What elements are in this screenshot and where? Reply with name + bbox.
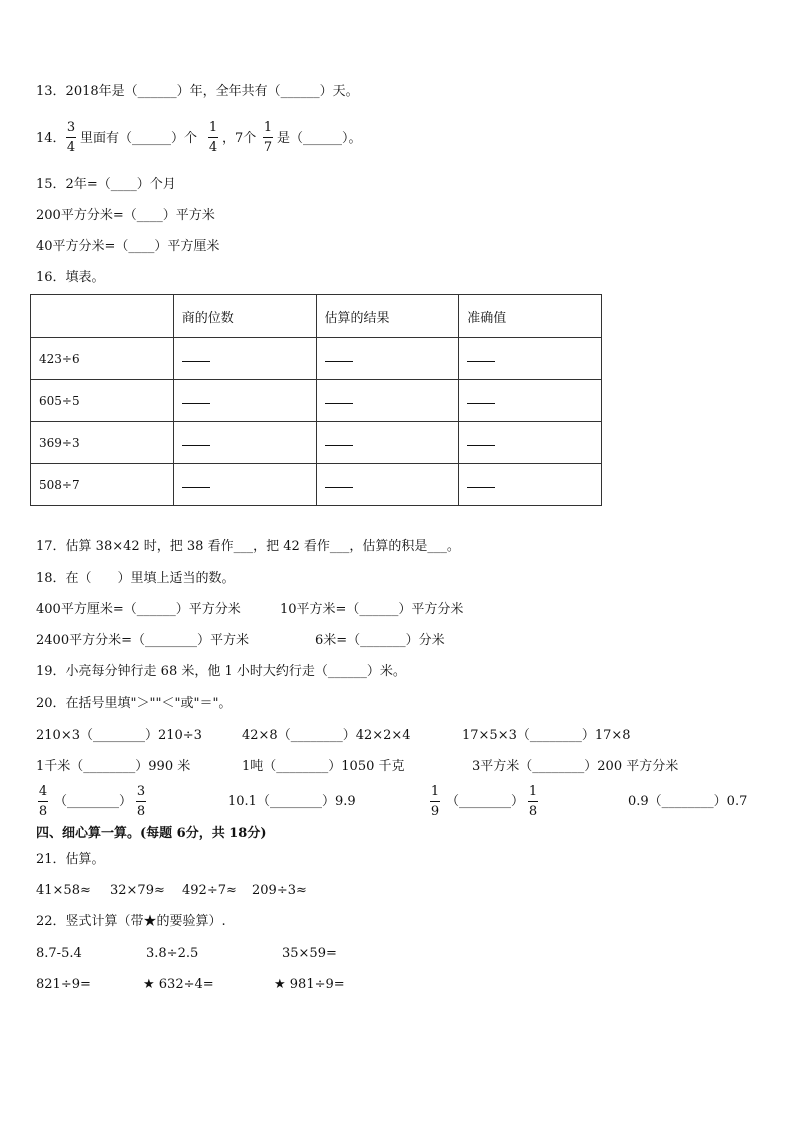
compare-blank: （________） xyxy=(54,794,133,809)
row-label: 508÷7 xyxy=(31,464,174,506)
compare-item: 1千米（________）990 米 xyxy=(36,759,191,774)
compare-item: 210×3（________）210÷3 xyxy=(36,728,202,743)
question-15-line-3: 40平方分米=（____）平方厘米 xyxy=(36,239,220,254)
answer-cell[interactable] xyxy=(316,422,459,464)
estimate-item: 492÷7≈ xyxy=(182,883,237,898)
question-21-label: 21．估算。 xyxy=(36,852,105,867)
answer-blank[interactable]: ______ xyxy=(303,131,343,146)
question-17: 17．估算 38×42 时，把 38 看作___，把 42 看作___，估算的积是___。 xyxy=(36,539,460,554)
question-18-b: 10平方米=（______）平方分米 xyxy=(280,602,464,617)
question-20-label: 20．在括号里填"＞""＜"或"＝"。 xyxy=(36,696,232,711)
row-label: 423÷6 xyxy=(31,338,174,380)
compare-item: 10.1（________）9.9 xyxy=(228,794,356,809)
answer-cell[interactable] xyxy=(459,422,602,464)
table-row xyxy=(31,464,602,506)
answer-cell[interactable] xyxy=(459,338,602,380)
row-label: 369÷3 xyxy=(31,422,174,464)
table-row xyxy=(31,422,602,464)
column-header: 估算的结果 xyxy=(316,295,459,338)
fraction: 1 7 xyxy=(263,120,273,155)
calc-item: 821÷9= xyxy=(36,977,91,992)
question-16-label: 16．填表。 xyxy=(36,270,105,285)
table-header-row xyxy=(31,295,602,338)
estimate-item: 32×79≈ xyxy=(110,883,165,898)
compare-blank: （________） xyxy=(446,794,525,809)
compare-item: 42×8（________）42×2×4 xyxy=(242,728,411,743)
fraction: 1 8 xyxy=(528,784,538,819)
question-19: 19．小亮每分钟行走 68 米，他 1 小时大约行走（______）米。 xyxy=(36,664,406,679)
answer-cell[interactable] xyxy=(173,422,316,464)
question-18-a: 400平方厘米=（______）平方分米 xyxy=(36,602,241,617)
answer-cell[interactable] xyxy=(316,464,459,506)
question-15-line-2: 200平方分米=（____）平方米 xyxy=(36,208,215,223)
answer-cell[interactable] xyxy=(459,464,602,506)
question-13: 13．2018年是（______）年，全年共有（______）天。 xyxy=(36,84,359,99)
fill-table xyxy=(30,294,602,506)
answer-blank[interactable]: ______ xyxy=(137,84,177,99)
section-heading: 四、细心算一算。(每题 6分，共 18分) xyxy=(36,826,267,841)
estimate-item: 209÷3≈ xyxy=(252,883,307,898)
answer-cell[interactable] xyxy=(173,338,316,380)
answer-cell[interactable] xyxy=(459,380,602,422)
fraction: 3 4 xyxy=(66,120,76,155)
table-row xyxy=(31,380,602,422)
answer-cell[interactable] xyxy=(173,464,316,506)
column-header: 商的位数 xyxy=(173,295,316,338)
question-15-line-1: 15．2年=（____）个月 xyxy=(36,177,176,192)
fraction: 4 8 xyxy=(38,784,48,819)
question-18-label: 18．在（ ）里填上适当的数。 xyxy=(36,571,235,586)
calc-item: 35×59= xyxy=(282,946,337,961)
calc-item: 3.8÷2.5 xyxy=(146,946,199,961)
fraction: 1 9 xyxy=(430,784,440,819)
fraction: 1 4 xyxy=(208,120,218,155)
question-18-c: 2400平方分米=（________）平方米 xyxy=(36,633,249,648)
compare-item: 0.9（________）0.7 xyxy=(628,794,748,809)
estimate-item: 41×58≈ xyxy=(36,883,91,898)
calc-item: ★ 981÷9= xyxy=(274,977,345,992)
question-22-label: 22．竖式计算（带★的要验算）. xyxy=(36,914,226,929)
column-header: 准确值 xyxy=(459,295,602,338)
calc-item: ★ 632÷4= xyxy=(143,977,214,992)
row-label: 605÷5 xyxy=(31,380,174,422)
answer-cell[interactable] xyxy=(316,338,459,380)
compare-item: 17×5×3（________）17×8 xyxy=(462,728,631,743)
answer-blank[interactable]: ______ xyxy=(132,131,172,146)
calc-item: 8.7-5.4 xyxy=(36,946,82,961)
question-18-d: 6米=（_______）分米 xyxy=(315,633,445,648)
answer-cell[interactable] xyxy=(173,380,316,422)
fraction: 3 8 xyxy=(136,784,146,819)
table-row xyxy=(31,338,602,380)
answer-cell[interactable] xyxy=(316,380,459,422)
compare-item: 3平方米（________）200 平方分米 xyxy=(472,759,679,774)
answer-blank[interactable]: ______ xyxy=(280,84,320,99)
compare-item: 1吨（________）1050 千克 xyxy=(242,759,405,774)
